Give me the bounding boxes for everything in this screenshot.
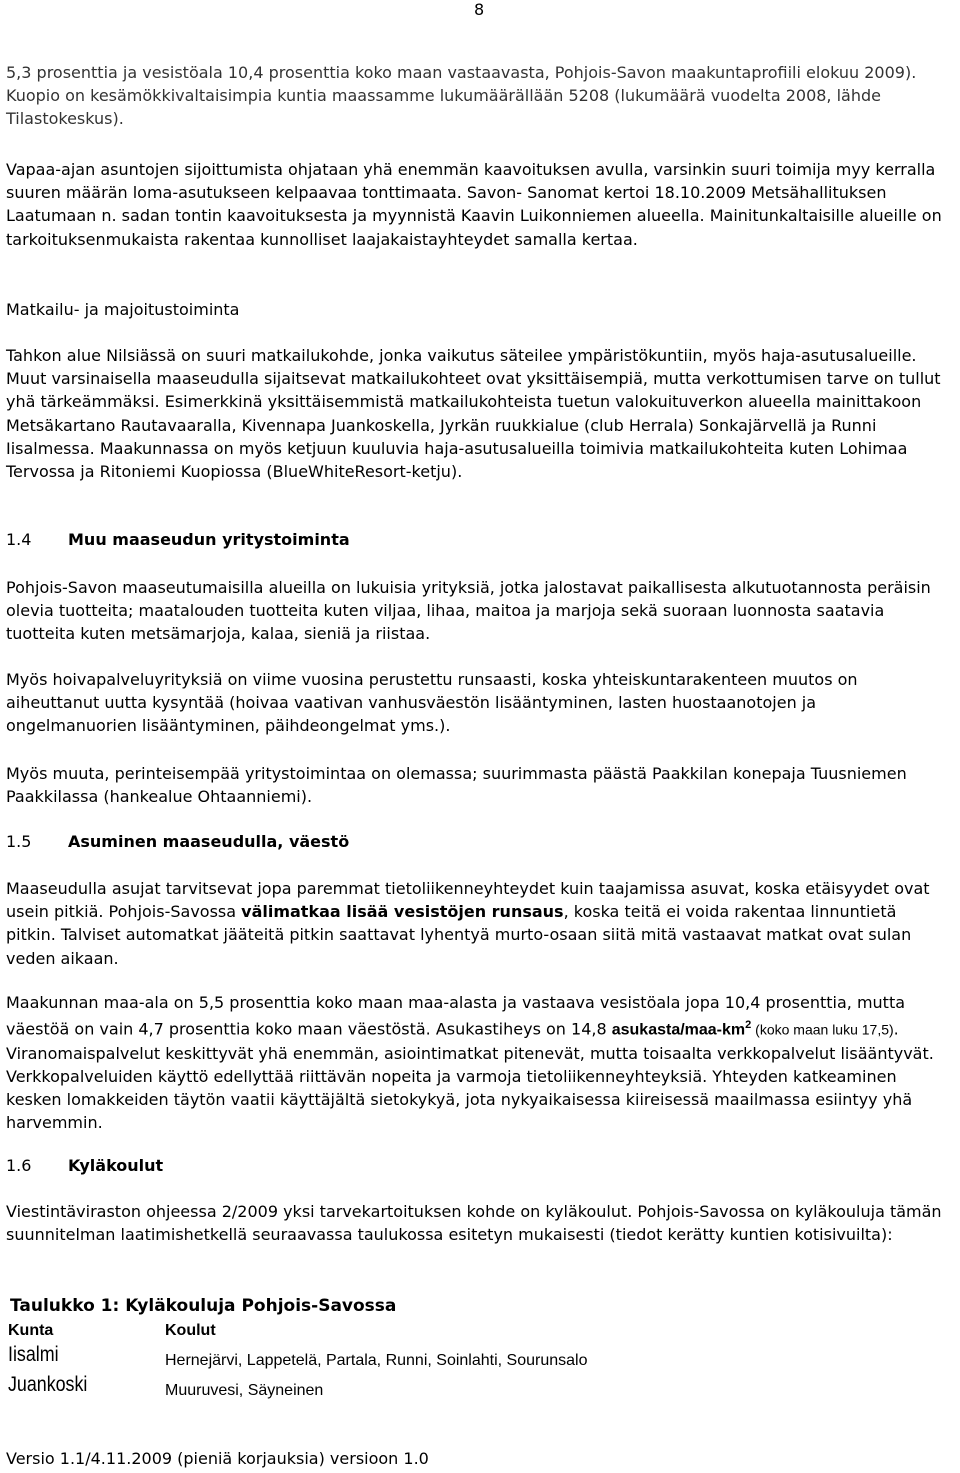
section-heading-1-6 <box>6 1155 163 1177</box>
kylakoulut-paragraph: Viestintäviraston ohjeessa 2/2009 yksi tarvekartoituksen kohde on kyläkoulut. Pohjois-Savossa on kyläkouluja tämän suunnitelman laatimishetkellä seuraavassa taulukossa esitetyn mukaisesti (tiedot kerätty kuntien kotisivuilta): <box>6 1202 942 1245</box>
intro-paragraph: 5,3 prosenttia ja vesistöala 10,4 prosenttia koko maan vastaavasta, Pohjois-Savon maakuntaprofiili elokuu 2009). Kuopio on kesämökkivaltaisimpia kuntia maassamme lukumäärällään 5208 (lukumäärä vuodelta 2008, lähde Tilastokeskus). <box>6 63 917 129</box>
vapaa-ajan-paragraph: Vapaa-ajan asuntojen sijoittumista ohjataan yhä enemmän kaavoituksen avulla, varsinkin suuri toimija myy kerralla suuren määrän loma-asutukseen kelpaavaa tonttimaata. Savon- Sanomat kertoi 18.10.2009 Metsähallituksen Laatumaan n. sadan tontin kaavoituksesta ja myynnistä Kaavin Luikonniemen alueella. Mainitunkaltaisille alueille on tarkoituksenmukaista rakentaa kunnolliset laajakaistayhteydet samalla kertaa. <box>6 160 942 249</box>
density-unit: asukasta/maa-km <box>611 1021 746 1039</box>
table-cell-koulut: Muuruvesi, Säyneinen <box>165 1382 324 1399</box>
section-heading-1-4 <box>6 529 350 551</box>
text-run: Maakunnan maa-ala on 5,5 prosenttia koko maan maa-alasta ja vastaava vesistöala jopa 10,4 prosenttia, mutta väestöä on vain 4,7 prosenttia koko maan väestöstä. Asukastiheys on 14,8 <box>6 993 906 1039</box>
section-number: 1.4 <box>6 530 32 549</box>
table-cell-koulut: Hernejärvi, Lappetelä, Partala, Runni, Soinlahti, Sourunsalo <box>165 1352 588 1369</box>
page-number: 8 <box>474 0 485 19</box>
asuminen-paragraph-1 <box>6 877 951 970</box>
section-number: 1.5 <box>6 832 32 851</box>
footer-version: Versio 1.1/4.11.2009 (pieniä korjauksia) versioon 1.0 <box>6 1449 429 1468</box>
text-run: (koko maan luku 17,5) <box>751 1021 894 1038</box>
yritystoiminta-paragraph-3: Myös muuta, perinteisempää yritystoimintaa on olemassa; suurimmasta päästä Paakkilan konepaja Tuusniemen Paakkilassa (hankealue Ohtaanniemi). <box>6 764 907 807</box>
text-run: Maaseudulla asujat tarvitsevat jopa paremmat tietoliikenneyhteydet kuin taajamissa asuvat, koska etäisyydet ovat usein pitkiä. Pohjois-Savossa <box>6 879 930 922</box>
superscript: 2 <box>745 1019 752 1032</box>
table-cell-kunta: Juankoski <box>8 1373 88 1396</box>
section-heading-1-5 <box>6 831 349 853</box>
table-cell-kunta: Iisalmi <box>8 1343 59 1366</box>
section-title: Muu maaseudun yritystoiminta <box>68 530 350 549</box>
section-title: Asuminen maaseudulla, väestö <box>68 832 350 851</box>
yritystoiminta-paragraph-1: Pohjois-Savon maaseutumaisilla alueilla on lukuisia yrityksiä, jotka jalostavat paikallisesta alkutuotannosta peräisin olevia tuotteita; maatalouden tuotteita kuten viljaa, lihaa, maitoa ja marjoja sekä suoraan luonnosta saatavia tuotteita kuten metsämarjoja, kalaa, sieniä ja riistaa. <box>6 578 931 644</box>
section-title: Kyläkoulut <box>68 1156 164 1175</box>
matkailu-subtitle: Matkailu- ja majoitustoiminta <box>6 300 240 319</box>
matkailu-paragraph: Tahkon alue Nilsiässä on suuri matkailukohde, jonka vaikutus säteilee ympäristökuntiin, myös haja-asutusalueille. Muut varsinaisella maaseudulla sijaitsevat matkailukohteet ovat yksittäisempiä, mutta verkottumisen tarve on tullut yhä tärkeämmäksi. Esimerkkinä yksittäisemmistä matkailukohteista tuetun valokuituverkon alueella mainittakoon Metsäkartano Rautavaaralla, Kivennapa Juankoskella, Jyrkän ruukkialue (club Herrala) Sonkajärvellä ja Runni Iisalmessa. Maakunnassa on myös ketjuun kuuluvia haja-asutusalueilla toimivia matkailukohteita kuten Lohimaa Tervossa ja Ritoniemi Kuopiossa (BlueWhiteResort-ketju). <box>6 346 941 482</box>
emphasis-text: välimatkaa lisää vesistöjen runsaus <box>241 902 564 922</box>
text-run: . Viranomaispalvelut keskittyvät yhä enemmän, asiointimatkat pitenevät, mutta toisaalta verkkopalvelut lisääntyvät. Verkkopalveluiden käyttö edellyttää riittävän nopeita ja varmoja tietoliikenneyhteyksiä. Yhteyden katkeaminen kesken lomakkeiden täytön vaatii käyttäjältä sietokykyä, jota nykyaikaisessa kiireisessä maailmassa esiintyy yhä harvemmin. <box>6 1019 934 1133</box>
asuminen-paragraph-2 <box>6 991 951 1135</box>
table-caption: Taulukko 1: Kyläkouluja Pohjois-Savossa <box>10 1296 397 1316</box>
table-header-koulut: Koulut <box>165 1322 216 1339</box>
table-header-kunta: Kunta <box>8 1322 54 1339</box>
section-number: 1.6 <box>6 1156 32 1175</box>
text-run: , koska teitä ei voida rakentaa linnuntietä pitkin. Talviset automatkat jääteitä pitkin saattavat lyhentyä murto-osaan siitä mitä vastaavat matkat ovat sulan veden aikaan. <box>6 902 912 968</box>
yritystoiminta-paragraph-2: Myös hoivapalveluyrityksiä on viime vuosina perustettu runsaasti, koska yhteiskuntarakenteen muutos on aiheuttanut uutta kysyntää (hoivaa vaativan vanhusväestön lisääntyminen, lasten huostaanotojen ja ongelmanuorien lisääntyminen, päihdeongelmat yms.). <box>6 670 858 736</box>
